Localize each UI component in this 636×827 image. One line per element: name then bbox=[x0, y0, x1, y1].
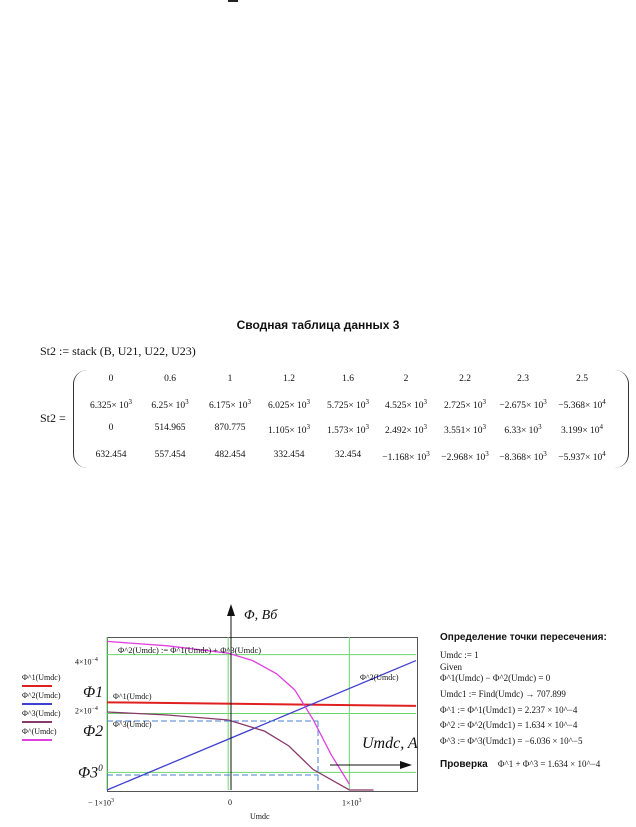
matrix-cell: $4.525\times 10^3$ bbox=[384, 398, 428, 412]
calc-line-5: Φ^1 := Φ^1(Umdc1) = 2.237 × 10^−4 bbox=[440, 704, 578, 715]
phi3-label bbox=[78, 763, 103, 782]
legend-swatch-2 bbox=[22, 703, 52, 705]
matrix-cell: 1.2 bbox=[283, 374, 295, 384]
y-axis-label: Φ, Вб bbox=[244, 608, 278, 623]
matrix-cell: $-2.968\times 10^3$ bbox=[441, 450, 489, 464]
matrix-cell: $-1.168\times 10^3$ bbox=[382, 450, 430, 464]
legend-item-2: Φ^2(Umdc) bbox=[22, 691, 61, 700]
x-tick-right-exp: 3 bbox=[358, 798, 362, 804]
matrix-cell: 0.6 bbox=[164, 374, 176, 384]
y-tick-mid bbox=[75, 706, 98, 716]
phi3-label-text: Φ3 bbox=[78, 764, 99, 782]
matrix-cell: $-8.368\times 10^3$ bbox=[499, 450, 547, 464]
top-mark bbox=[228, 0, 238, 2]
curve3-label: Φ^3(Umdc) bbox=[113, 720, 152, 729]
phi1-label: Φ1 bbox=[83, 684, 104, 701]
x-axis-label: Umdc, A bbox=[362, 735, 418, 752]
plot-curves bbox=[107, 641, 416, 790]
y-tick-top bbox=[75, 657, 98, 667]
matrix-cell: 514.965 bbox=[154, 423, 186, 433]
calc-line-2: Given bbox=[440, 661, 462, 672]
matrix-cell: $1.573\times 10^3$ bbox=[326, 423, 370, 437]
matrix-cell: 482.454 bbox=[214, 450, 246, 460]
matrix-cell: $6.33\times 10^3$ bbox=[504, 423, 542, 437]
matrix-cell: 1.6 bbox=[342, 374, 354, 384]
curve1-label: Φ^1(Umdc) bbox=[113, 692, 152, 701]
legend-swatch-1 bbox=[22, 685, 52, 687]
x-tick-left-exp: 3 bbox=[111, 798, 115, 804]
calc-line-1: Umdc := 1 bbox=[440, 650, 479, 660]
x-tick-left bbox=[88, 798, 114, 808]
matrix-cell: 2.2 bbox=[459, 374, 471, 384]
curve2-label: Φ^2(Umdc) bbox=[360, 673, 399, 682]
check-expr: Φ^1 + Φ^3 = 1.634 × 10^−4 bbox=[497, 758, 601, 769]
x-tick-left-text: − 1×10 bbox=[88, 798, 112, 808]
matrix-cell: 2 bbox=[403, 374, 409, 384]
calc-line-4: Umdc1 := Find(Umdc) → 707.899 bbox=[440, 689, 566, 700]
x-tick-right bbox=[342, 798, 362, 808]
matrix-cell: 632.454 bbox=[95, 450, 127, 460]
x-tick-mid: 0 bbox=[228, 798, 232, 807]
matrix-cell: $5.725\times 10^3$ bbox=[326, 398, 370, 412]
matrix-cell: 32.454 bbox=[334, 450, 362, 460]
check-line bbox=[440, 758, 630, 771]
legend-swatch-4 bbox=[22, 739, 52, 741]
matrix-cell: $3.199\times 10^4$ bbox=[560, 423, 604, 437]
x-tick-right-text: 1×10 bbox=[342, 798, 359, 808]
legend-swatch-3 bbox=[22, 721, 52, 723]
matrix-cell: 2.3 bbox=[517, 374, 529, 384]
matrix-cell: $1.105\times 10^3$ bbox=[267, 423, 311, 437]
matrix-cell: $-5.368\times 10^4$ bbox=[558, 398, 606, 412]
matrix-cell: 2.5 bbox=[576, 374, 588, 384]
matrix-cell: $-2.675\times 10^3$ bbox=[499, 398, 547, 412]
check-label: Проверка bbox=[440, 758, 488, 770]
calc-line-3: Φ^1(Umdc) − Φ^2(Umdc) = 0 bbox=[440, 673, 551, 684]
matrix-cell: $6.025\times 10^3$ bbox=[267, 398, 311, 412]
matrix-cell: $2.492\times 10^3$ bbox=[384, 423, 428, 437]
y-axis-arrowhead bbox=[227, 604, 235, 616]
legend-item-4: Φ^(Umdc) bbox=[22, 727, 57, 736]
matrix-cell: $6.175\times 10^3$ bbox=[208, 398, 252, 412]
x-name: Umdc bbox=[250, 812, 270, 821]
matrix-cell: 332.454 bbox=[273, 450, 305, 460]
matrix-cell: $2.725\times 10^3$ bbox=[443, 398, 487, 412]
matrix-cell: 0 bbox=[108, 423, 114, 433]
matrix-cell: 870.775 bbox=[214, 423, 246, 433]
legend-item-1: Φ^1(Umdc) bbox=[22, 673, 61, 682]
y-tick-mid-exp: −4 bbox=[91, 706, 98, 712]
calc-line-6: Φ^2 := Φ^2(Umdc1) = 1.634 × 10^−4 bbox=[440, 720, 578, 731]
matrix-cell: $6.25\times 10^3$ bbox=[151, 398, 189, 412]
y-tick-mid-text: 2×10 bbox=[75, 706, 92, 716]
y-tick-top-exp: −4 bbox=[91, 657, 98, 663]
matrix-cell: 1 bbox=[227, 374, 233, 384]
table-title: Сводная таблица данных 3 bbox=[236, 318, 400, 332]
matrix-cell: 557.454 bbox=[154, 450, 186, 460]
plot-grid bbox=[107, 637, 416, 790]
intersection-panel bbox=[440, 631, 630, 771]
matrix-cell: $6.325\times 10^3$ bbox=[89, 398, 133, 412]
matrix-cell: $3.551\times 10^3$ bbox=[443, 423, 487, 437]
series-line-1 bbox=[107, 702, 416, 706]
x-axis-arrowhead bbox=[400, 761, 412, 769]
intersection-heading: Определение точки пересечения: bbox=[440, 632, 607, 643]
matrix-name: St2 = bbox=[40, 411, 66, 425]
y-tick-top-text: 4×10 bbox=[75, 657, 92, 667]
matrix-cell: $-5.937\times 10^4$ bbox=[558, 450, 606, 464]
matrix-cell: 0 bbox=[108, 374, 114, 384]
phi2-label: Φ2 bbox=[83, 723, 104, 740]
formula-label: Φ^2(Umdc) := Φ^1(Umdc) + Φ^3(Umdc) bbox=[118, 645, 262, 655]
calc-line-7: Φ^3 := Φ^3(Umdc1) = −6.036 × 10^−5 bbox=[440, 736, 583, 747]
phi3-label-sup: 0 bbox=[98, 763, 103, 773]
matrix-right-paren bbox=[614, 370, 629, 468]
stack-definition: St2 := stack (B, U21, U22, U23) bbox=[40, 344, 196, 358]
legend-item-3: Φ^3(Umdc) bbox=[22, 709, 61, 718]
